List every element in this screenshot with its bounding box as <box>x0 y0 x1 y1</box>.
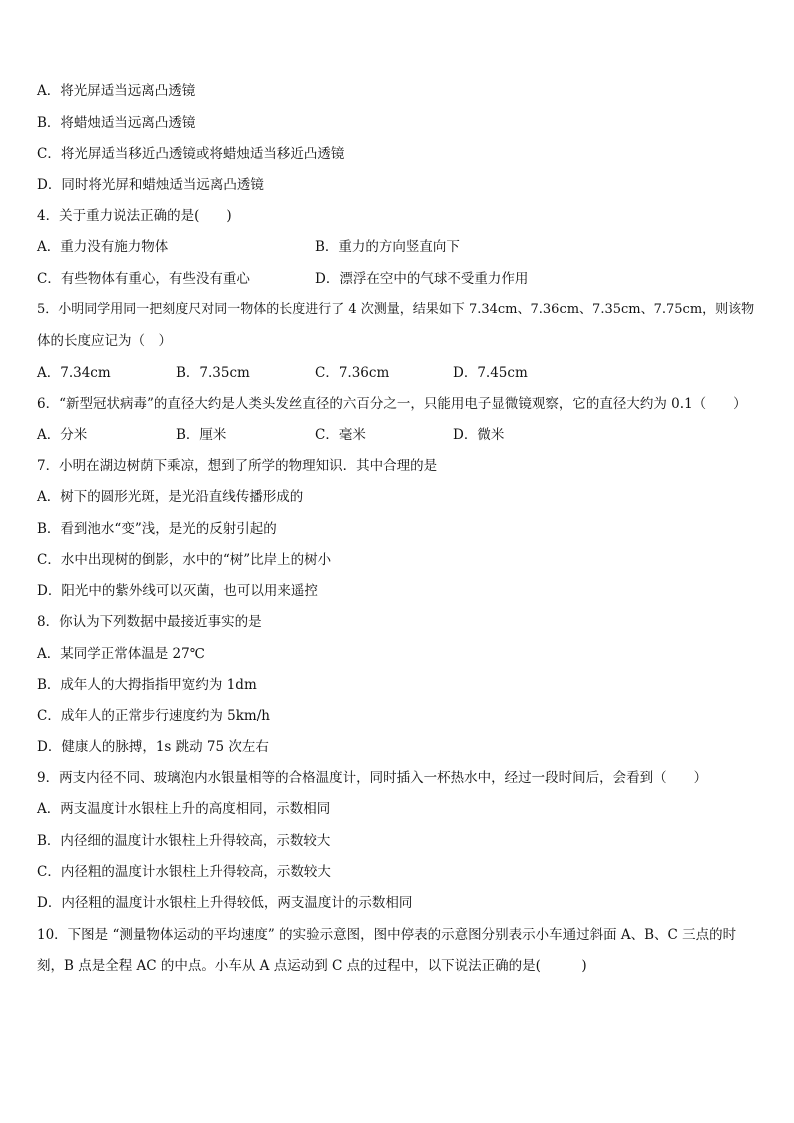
q6-option-d: D．微米 <box>453 427 505 443</box>
q5-stem-line1: 5．小明同学用同一把刻度尺对同一物体的长度进行了 4 次测量，结果如下 7.34cm、7.36cm、7.35cm、7.75cm，则该物 <box>37 302 755 317</box>
q3-option-a: A．将光屏适当远离凸透镜 <box>37 83 196 99</box>
q4-option-a: A．重力没有施力物体 <box>37 239 169 255</box>
q7-option-d: D．阳光中的紫外线可以灭菌，也可以用来遥控 <box>37 583 318 599</box>
q6-option-b: B．厘米 <box>176 427 227 443</box>
q8-option-d: D．健康人的脉搏，1s 跳动 75 次左右 <box>37 739 269 755</box>
q8-option-a: A．某同学正常体温是 27℃ <box>37 646 205 662</box>
q3-option-b: B．将蜡烛适当远离凸透镜 <box>37 115 196 131</box>
q5-option-b: B．7.35cm <box>176 365 250 381</box>
q4-option-c: C．有些物体有重心，有些没有重心 <box>37 271 250 287</box>
q7-option-b: B．看到池水“变”浅，是光的反射引起的 <box>37 521 277 537</box>
q5-option-a: A．7.34cm <box>37 365 111 381</box>
q3-option-c: C．将光屏适当移近凸透镜或将蜡烛适当移近凸透镜 <box>37 146 345 162</box>
q10-stem-line1: 10．下图是 “测量物体运动的平均速度” 的实验示意图，图中停表的示意图分别表示小车通过斜面 A、B、C 三点的时 <box>37 927 737 943</box>
q7-stem: 7．小明在湖边树荫下乘凉，想到了所学的物理知识．其中合理的是 <box>37 458 438 474</box>
q6-stem: 6．“新型冠状病毒”的直径大约是人类头发丝直径的六百分之一，只能用电子显微镜观察，它的直径大约为 0.1（ ） <box>37 396 747 412</box>
q9-option-a: A．两支温度计水银柱上升的高度相同，示数相同 <box>37 801 331 817</box>
q8-stem: 8．你认为下列数据中最接近事实的是 <box>37 614 262 630</box>
q9-option-c: C．内径粗的温度计水银柱上升得较高，示数较大 <box>37 864 331 880</box>
q7-option-a: A．树下的圆形光斑，是光沿直线传播形成的 <box>37 489 304 505</box>
q7-option-c: C．水中出现树的倒影，水中的“树”比岸上的树小 <box>37 552 332 568</box>
q8-option-c: C．成年人的正常步行速度约为 5km/h <box>37 708 270 724</box>
q8-option-b: B．成年人的大拇指指甲宽约为 1dm <box>37 677 257 693</box>
q10-stem-line2: 刻，B 点是全程 AC 的中点。小车从 A 点运动到 C 点的过程中，以下说法正确的是( ) <box>37 958 587 974</box>
q9-option-d: D．内径粗的温度计水银柱上升得较低，两支温度计的示数相同 <box>37 895 413 911</box>
q5-stem-line2: 体的长度应记为（ ） <box>37 333 172 349</box>
q6-option-a: A．分米 <box>37 427 88 443</box>
q4-stem: 4．关于重力说法正确的是( ) <box>37 208 232 224</box>
q4-option-d: D．漂浮在空中的气球不受重力作用 <box>315 271 529 287</box>
q5-option-d: D．7.45cm <box>453 365 528 381</box>
q5-option-c: C．7.36cm <box>315 365 390 381</box>
q9-stem: 9．两支内径不同、玻璃泡内水银量相等的合格温度计，同时插入一杯热水中，经过一段时间后，会看到（ ） <box>37 770 708 786</box>
q9-option-b: B．内径细的温度计水银柱上升得较高，示数较大 <box>37 833 331 849</box>
q3-option-d: D．同时将光屏和蜡烛适当远离凸透镜 <box>37 177 264 193</box>
q4-option-b: B．重力的方向竖直向下 <box>315 239 460 255</box>
q6-option-c: C．毫米 <box>315 427 366 443</box>
